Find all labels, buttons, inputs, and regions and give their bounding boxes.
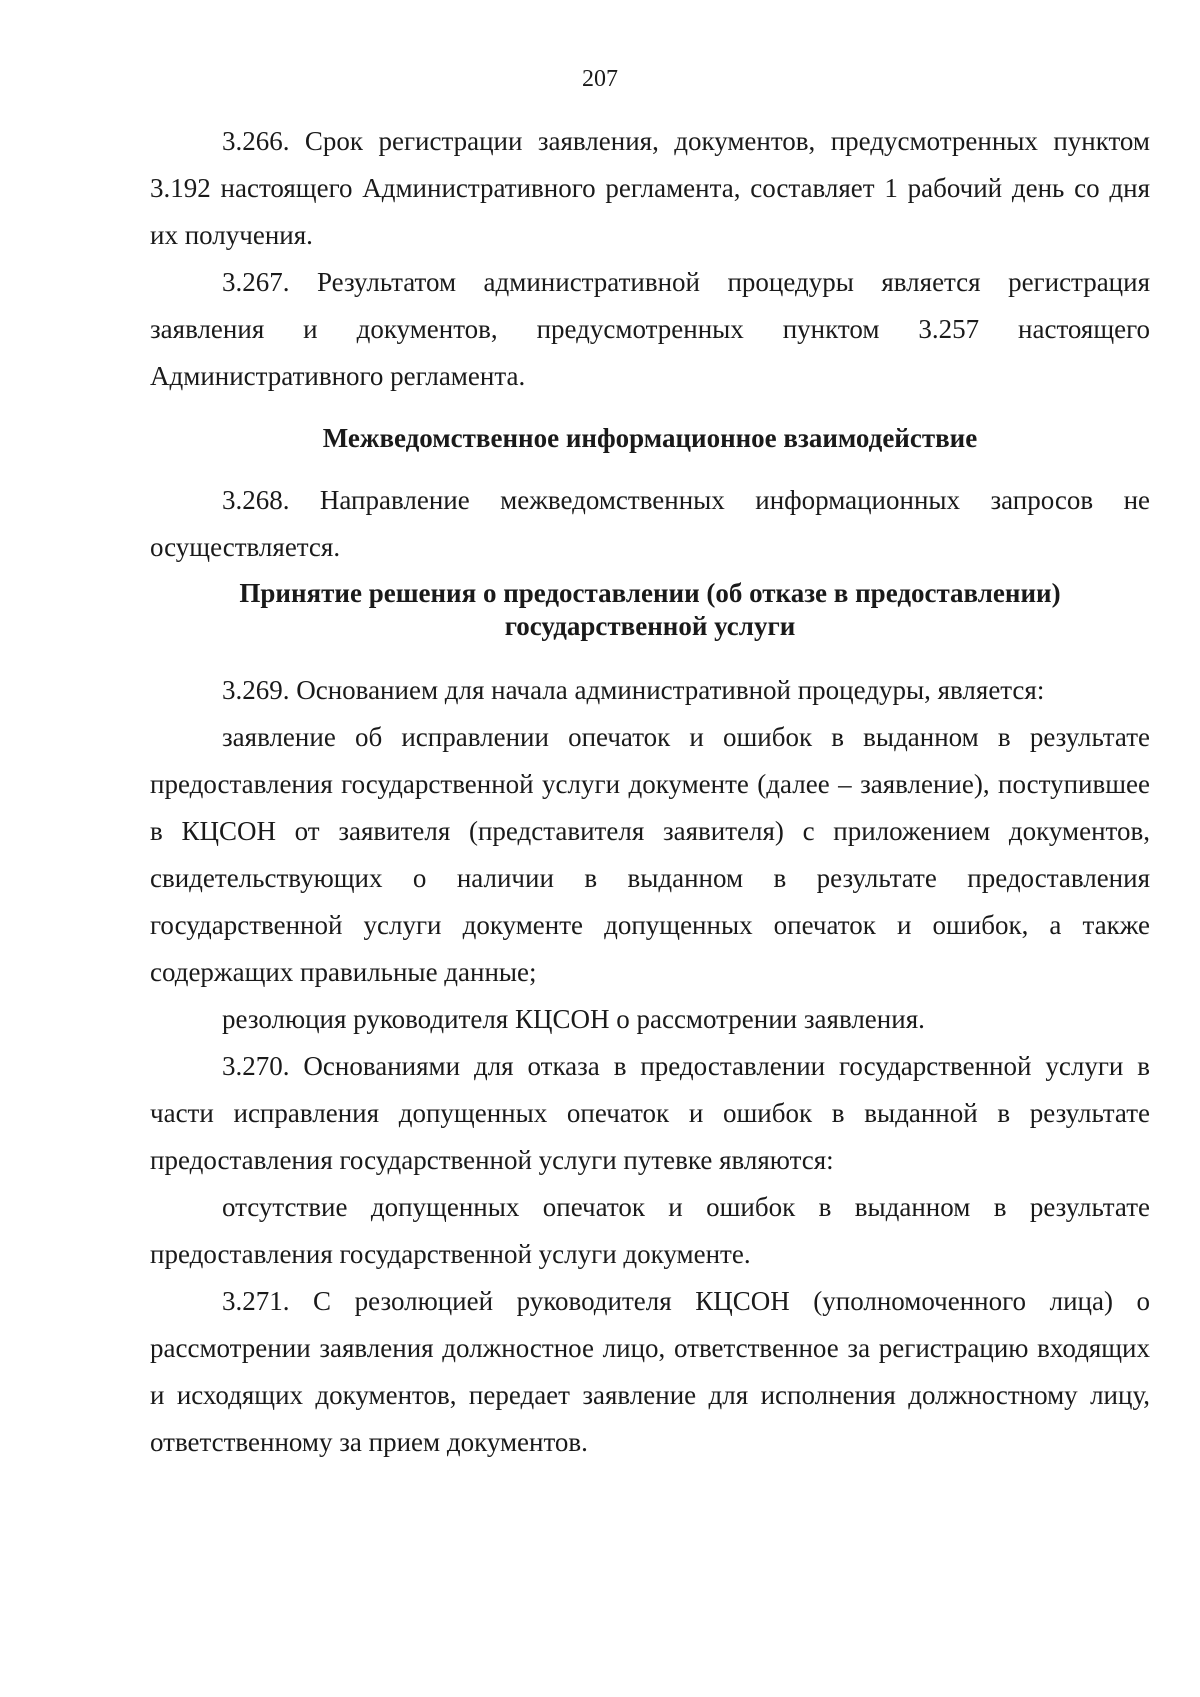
- section-heading-decision-line2: государственной услуги: [504, 611, 796, 641]
- paragraph-3-269: 3.269. Основанием для начала административной процедуры, является:: [222, 675, 1045, 705]
- paragraph-3-271: 3.271. С резолюцией руководителя КЦСОН (уполномоченного лица) о рассмотрении заявления должностное лицо, ответственное за регистрацию входящих и исходящих документов, передает заявление для исполнения должностному лицу, ответственному за прием документов.: [150, 1286, 1150, 1457]
- paragraph-absence-item: отсутствие допущенных опечаток и ошибок в выданном в результате предоставления государственной услуги документе.: [150, 1192, 1150, 1269]
- paragraph-application-item: заявление об исправлении опечаток и ошибок в выданном в результате предоставления государственной услуги документе (далее – заявление), поступившее в КЦСОН от заявителя (представителя заявителя) с приложением документов, свидетельствующих о наличии в выданном в результате предоставления государственной услуги документе допущенных опечаток и ошибок, а также содержащих правильные данные;: [150, 722, 1150, 987]
- paragraph-3-268: 3.268. Направление межведомственных информационных запросов не осуществляется.: [150, 485, 1150, 562]
- page-number: 207: [582, 66, 618, 92]
- paragraph-3-270: 3.270. Основаниями для отказа в предоставлении государственной услуги в части исправления допущенных опечаток и ошибок в выданной в результате предоставления государственной услуги путевке являются:: [150, 1051, 1150, 1175]
- paragraph-3-266: 3.266. Срок регистрации заявления, документов, предусмотренных пунктом 3.192 настоящего Административного регламента, составляет 1 рабочий день со дня их получения.: [150, 126, 1150, 250]
- section-heading-decision-line1: Принятие решения о предоставлении (об отказе в предоставлении): [239, 578, 1061, 608]
- section-heading-decision: [150, 577, 1150, 643]
- paragraph-resolution-item: резолюция руководителя КЦСОН о рассмотрении заявления.: [222, 1004, 925, 1034]
- paragraph-3-267: 3.267. Результатом административной процедуры является регистрация заявления и документов, предусмотренных пунктом 3.257 настоящего Административного регламента.: [150, 267, 1150, 391]
- document-body: [150, 118, 1150, 1466]
- section-heading-interagency: Межведомственное информационное взаимодействие: [322, 423, 978, 453]
